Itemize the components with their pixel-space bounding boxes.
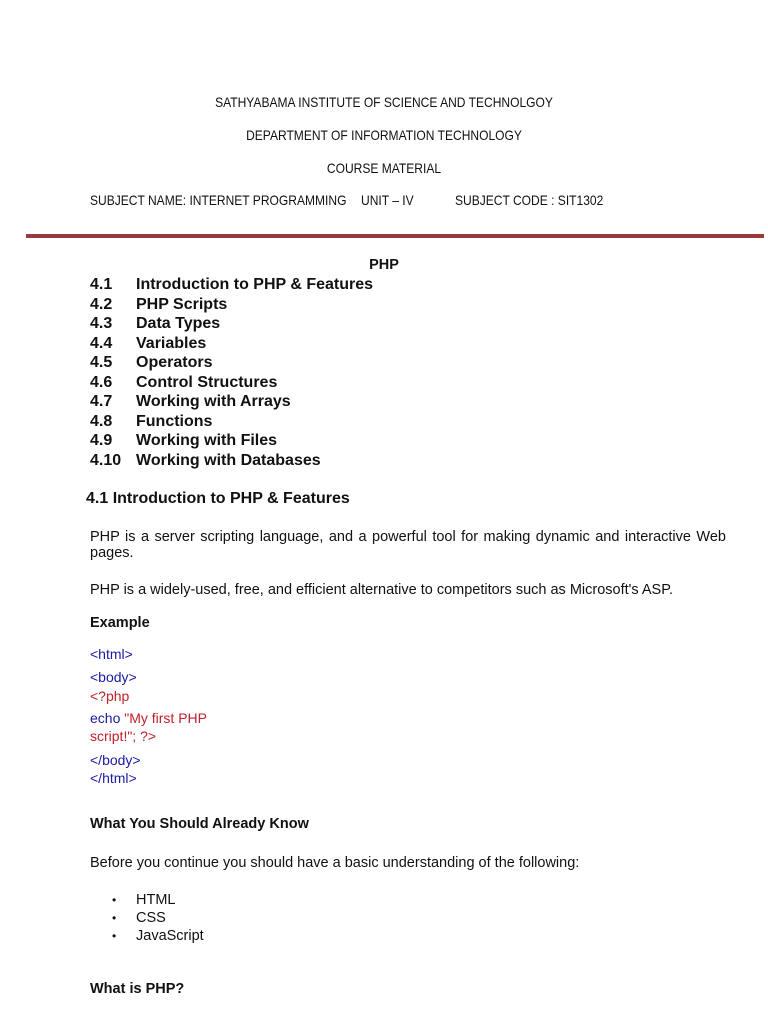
table-of-contents — [90, 275, 373, 470]
list-item — [112, 909, 204, 927]
header-divider — [26, 234, 764, 238]
code-echo-string: "My first PHP — [124, 710, 207, 726]
unit-label: UNIT – IV — [361, 192, 414, 208]
bullet-icon: • — [112, 893, 117, 907]
list-item — [112, 891, 204, 909]
know-paragraph: Before you continue you should have a basic understanding of the following: — [90, 855, 580, 871]
toc-label: Control Structures — [136, 373, 278, 391]
bullet-icon: • — [112, 911, 117, 925]
code-echo-keyword: echo — [90, 710, 121, 726]
alternative-paragraph: PHP is a widely-used, free, and efficient alternative to competitors such as Microsoft's ASP. — [90, 582, 674, 598]
toc-item — [90, 295, 373, 315]
toc-number: 4.7 — [90, 393, 113, 410]
toc-label: Operators — [136, 354, 213, 371]
toc-item — [90, 353, 373, 373]
list-item — [112, 927, 204, 945]
toc-number: 4.3 — [90, 315, 113, 332]
toc-label: Functions — [136, 412, 213, 430]
toc-number: 4.2 — [90, 295, 113, 313]
department-name: DEPARTMENT OF INFORMATION TECHNOLOGY — [246, 127, 522, 143]
toc-item — [90, 431, 373, 451]
subject-code: SUBJECT CODE : SIT1302 — [455, 192, 604, 208]
code-body-open: <body> — [90, 669, 137, 685]
intro-paragraph: PHP is a server scripting language, and a powerful tool for making dynamic and interactive Web pages. — [90, 529, 726, 561]
code-echo-line-2 — [90, 728, 156, 745]
toc-label: Working with Files — [136, 432, 278, 449]
toc-label: Data Types — [136, 315, 221, 332]
code-echo-string-end: script!"; — [90, 728, 137, 744]
bullet-icon: • — [112, 929, 117, 943]
code-php-close: ?> — [140, 728, 157, 744]
toc-label: Variables — [136, 334, 207, 352]
toc-number: 4.9 — [90, 432, 113, 449]
toc-label: Working with Arrays — [136, 393, 291, 410]
code-php-open: <?php — [90, 688, 130, 704]
toc-label: PHP Scripts — [136, 295, 228, 313]
toc-label: Introduction to PHP & Features — [136, 276, 374, 293]
toc-number: 4.4 — [90, 334, 113, 352]
code-body-close: </body> — [90, 752, 141, 768]
list-item-label: HTML — [136, 892, 176, 908]
toc-number: 4.8 — [90, 412, 113, 430]
code-echo-line — [90, 710, 207, 727]
toc-item — [90, 275, 373, 295]
list-item-label: CSS — [136, 910, 166, 926]
section-title: 4.1 Introduction to PHP & Features — [86, 490, 350, 507]
what-is-php-heading: What is PHP? — [90, 981, 185, 997]
toc-item — [90, 314, 373, 334]
toc-number: 4.1 — [90, 276, 113, 293]
code-html-close: </html> — [90, 770, 137, 786]
example-heading: Example — [90, 615, 150, 631]
toc-item — [90, 334, 373, 354]
know-heading: What You Should Already Know — [90, 816, 309, 832]
list-item-label: JavaScript — [136, 928, 204, 944]
code-html-open: <html> — [90, 646, 133, 662]
toc-item — [90, 412, 373, 432]
toc-number: 4.6 — [90, 373, 113, 391]
subject-name: SUBJECT NAME: INTERNET PROGRAMMING — [90, 192, 347, 208]
toc-item — [90, 451, 373, 471]
toc-title: PHP — [369, 257, 399, 273]
toc-number: 4.5 — [90, 354, 113, 371]
toc-item — [90, 392, 373, 412]
course-material-label: COURSE MATERIAL — [326, 160, 442, 176]
institute-name: SATHYABAMA INSTITUTE OF SCIENCE AND TECHNOLGOY — [215, 94, 553, 110]
prerequisite-list — [112, 891, 204, 945]
toc-label: Working with Databases — [136, 451, 321, 469]
toc-number: 4.10 — [90, 451, 122, 469]
toc-item — [90, 373, 373, 393]
